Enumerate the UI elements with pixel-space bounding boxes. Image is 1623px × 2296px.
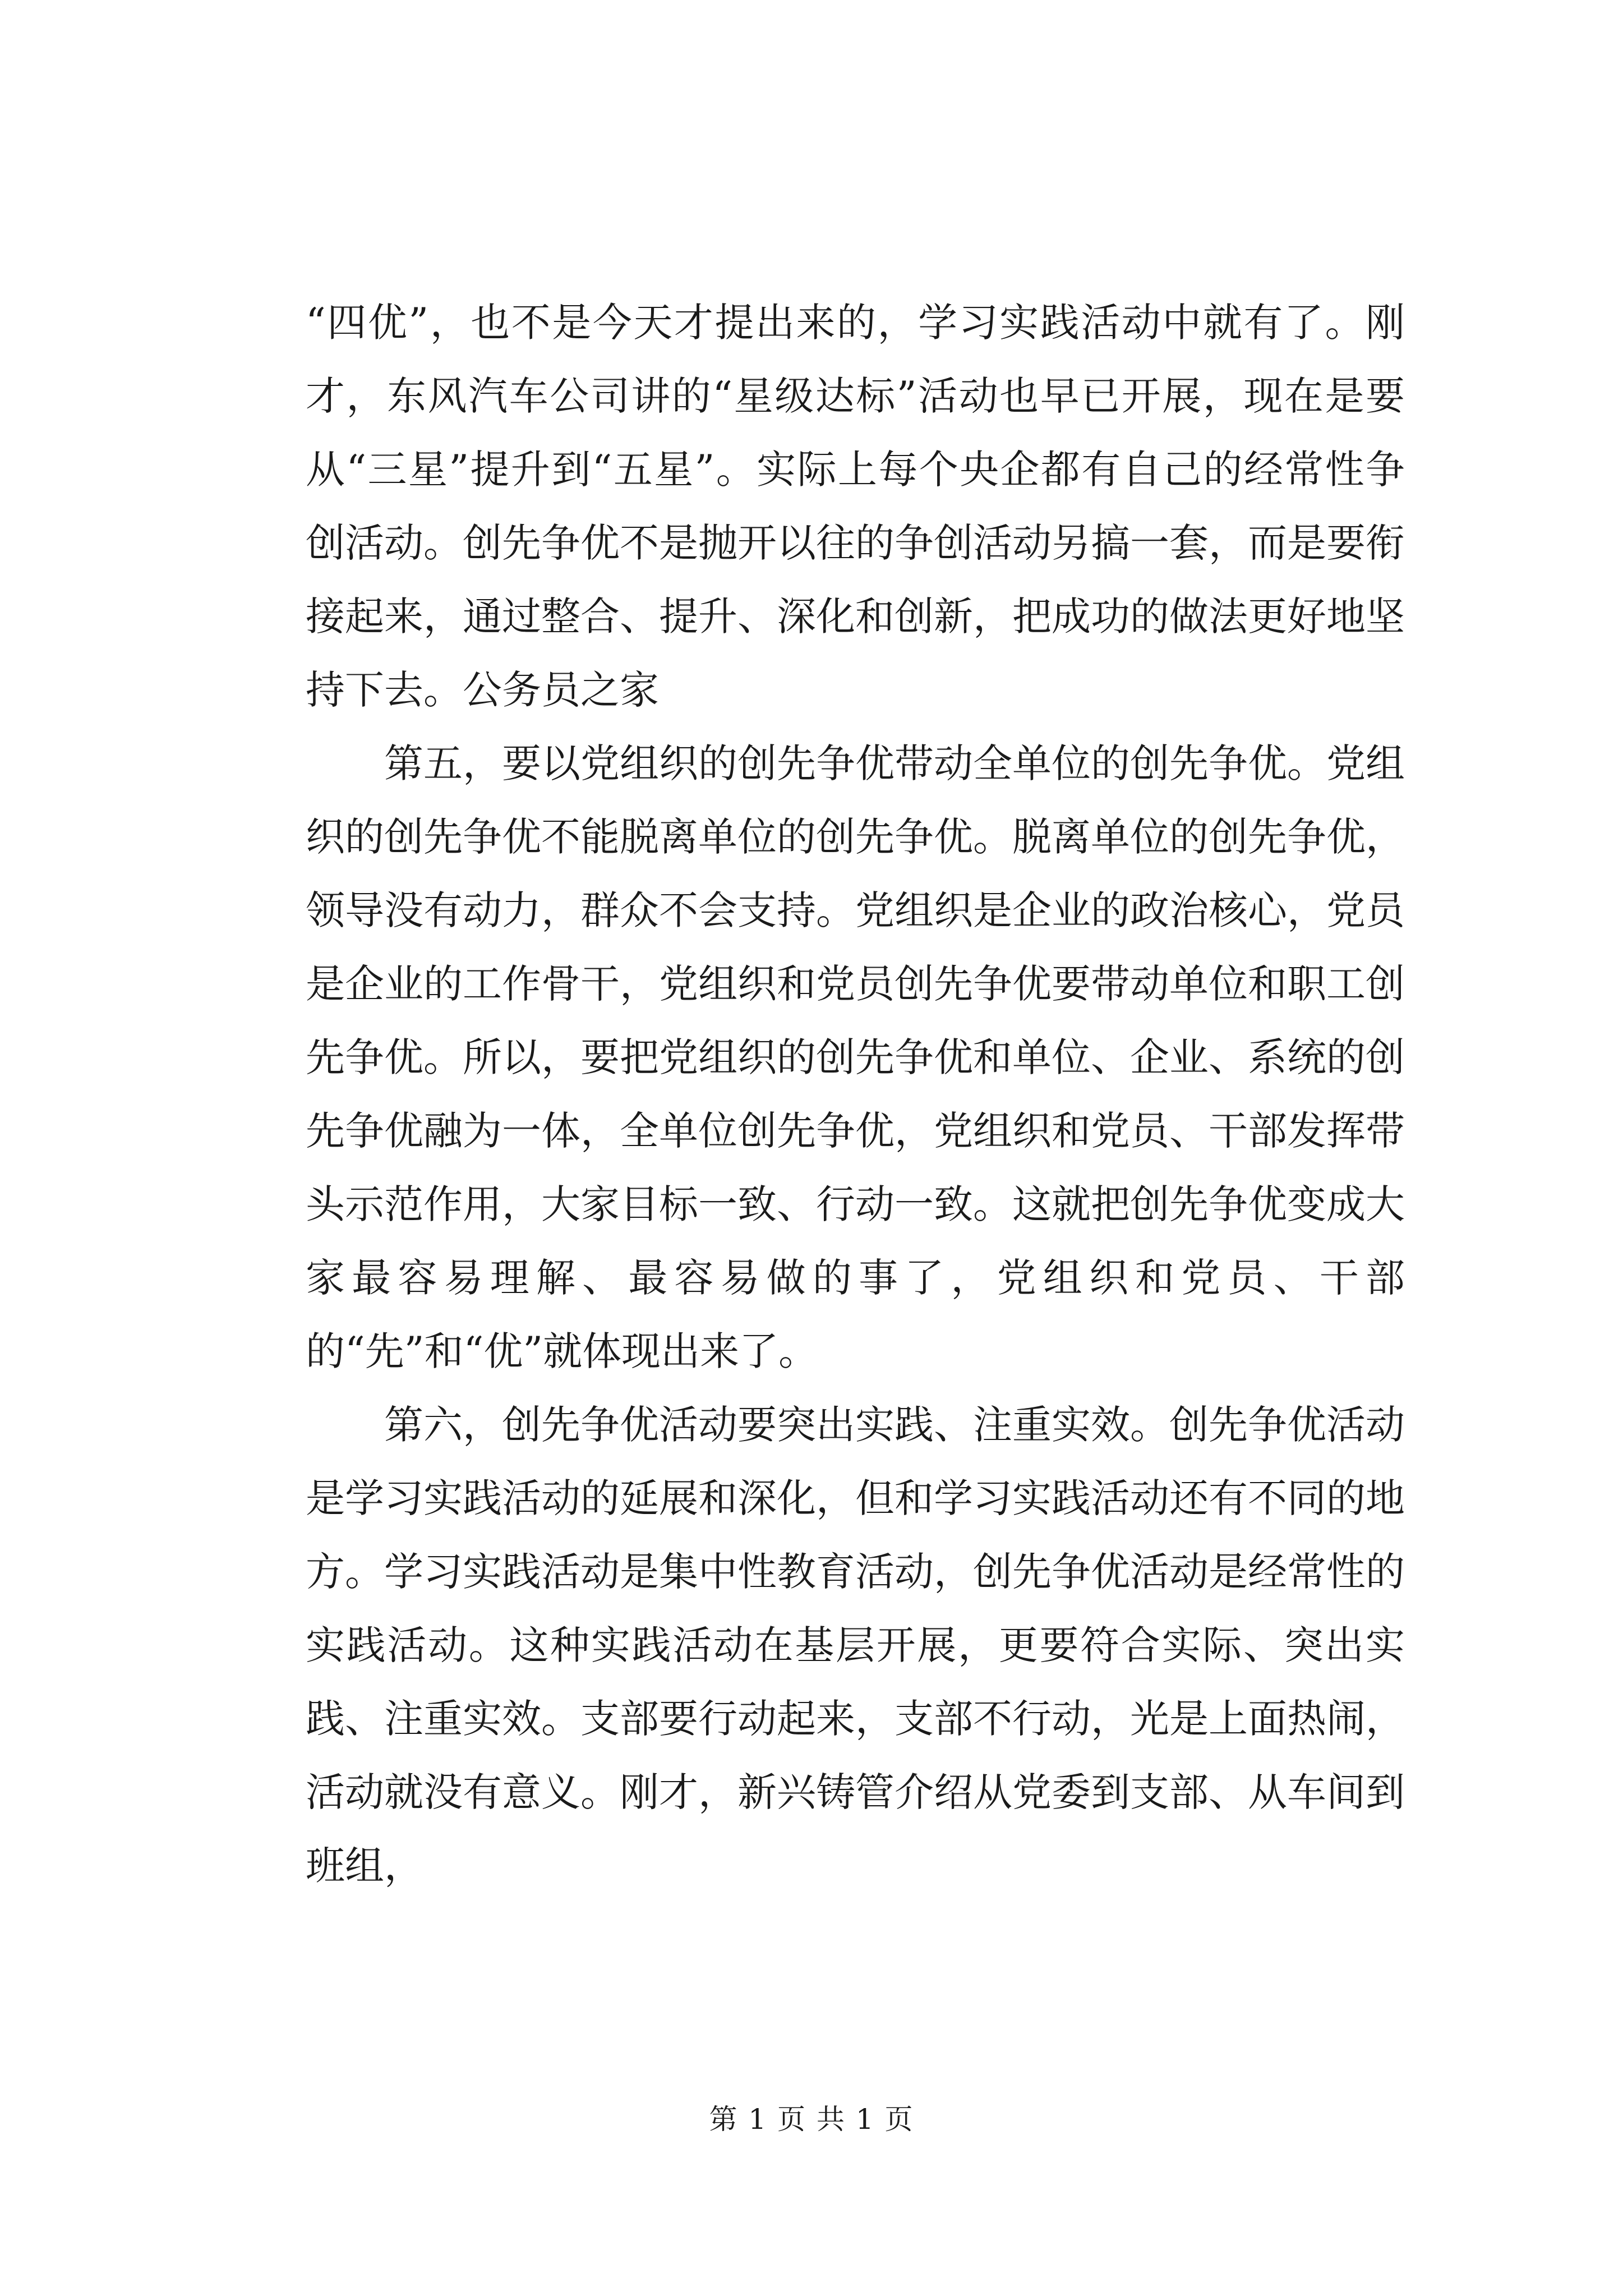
paragraph-continuation: “四优”，也不是今天才提出来的，学习实践活动中就有了。刚才，东风汽车公司讲的“星级达标”活动也早已开展，现在是要从“三星”提升到“五星”。实际上每个央企都有自己的经常性争创活动。创先争优不是抛开以往的争创活动另搞一套，而是要衔接起来，通过整合、提升、深化和创新，把成功的做法更好地坚持下去。公务员之家	[306, 300, 1405, 713]
document-body	[306, 286, 1405, 1903]
paragraph-fifth-point: 第五，要以党组织的创先争优带动全单位的创先争优。党组织的创先争优不能脱离单位的创先争优。脱离单位的创先争优，领导没有动力，群众不会支持。党组织是企业的政治核心，党员是企业的工作骨干，党组织和党员创先争优要带动单位和职工创先争优。所以，要把党组织的创先争优和单位、企业、系统的创先争优融为一体，全单位创先争优，党组织和党员、干部发挥带头示范作用，大家目标一致、行动一致。这就把创先争优变成大家最容易理解、最容易做的事了，党组织和党员、干部的“先”和“优”就体现出来了。	[306, 740, 1405, 1374]
page-number-footer: 第 1 页 共 1 页	[709, 2103, 914, 2136]
paragraph-sixth-point: 第六，创先争优活动要突出实践、注重实效。创先争优活动是学习实践活动的延展和深化，但和学习实践活动还有不同的地方。学习实践活动是集中性教育活动，创先争优活动是经常性的实践活动。这种实践活动在基层开展，更要符合实际、突出实践、注重实效。支部要行动起来，支部不行动，光是上面热闹，活动就没有意义。刚才，新兴铸管介绍从党委到支部、从车间到班组，	[306, 1402, 1405, 1889]
